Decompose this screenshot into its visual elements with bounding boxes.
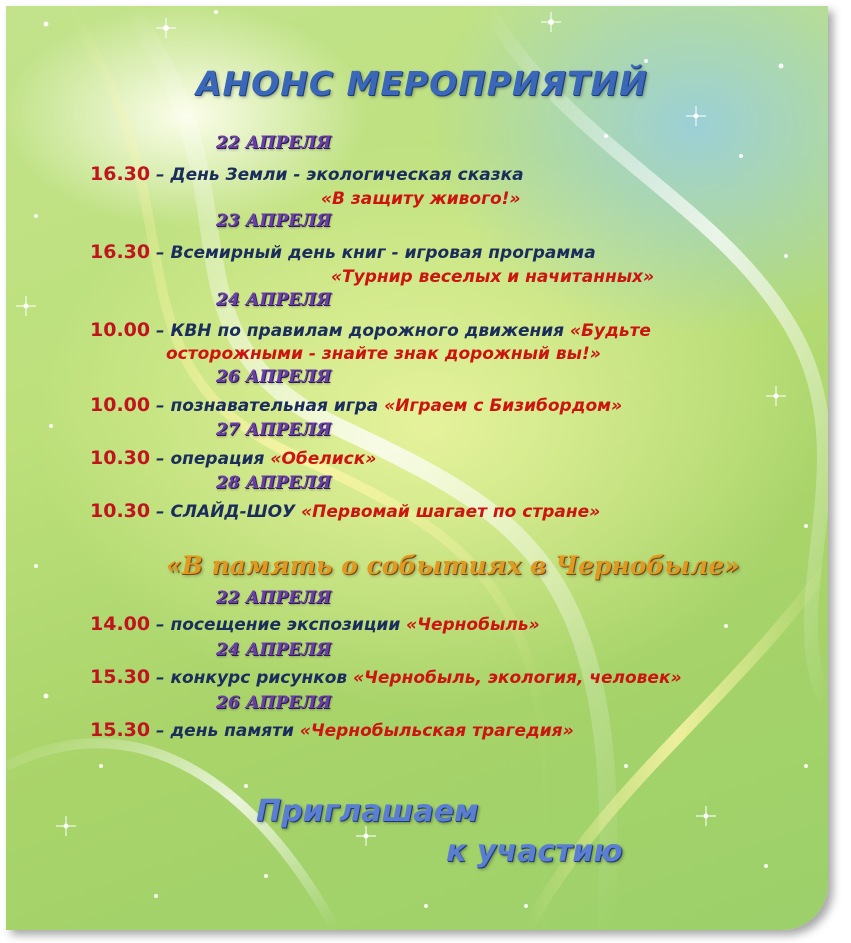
event-name: «Турнир веселых и начитанных»	[331, 267, 655, 287]
event-line	[90, 319, 651, 341]
event-separator: –	[150, 321, 171, 341]
event-line	[90, 500, 600, 522]
event-text: познавательная игра	[170, 396, 379, 416]
event-text: операция	[170, 449, 265, 469]
event-separator: –	[150, 615, 171, 635]
event-text: посещение экспозиции	[170, 615, 401, 635]
announcement-content	[6, 6, 828, 930]
event-time: 10.00	[90, 319, 151, 341]
event-time: 10.00	[90, 394, 151, 416]
event-line	[90, 241, 596, 263]
event-date: 26 АПРЕЛЯ	[216, 693, 332, 713]
invite-line-2: к участию	[446, 834, 623, 869]
event-separator: –	[150, 668, 171, 688]
event-date: 27 АПРЕЛЯ	[216, 420, 332, 440]
event-line	[90, 719, 574, 741]
event-line	[90, 163, 524, 185]
event-date: 26 АПРЕЛЯ	[216, 367, 332, 387]
event-time: 16.30	[90, 163, 151, 185]
event-name: «Чернобыль, экология, человек»	[353, 668, 682, 688]
event-time: 14.00	[90, 613, 151, 635]
event-separator: –	[150, 396, 171, 416]
event-text: день памяти	[170, 721, 294, 741]
event-text: Всемирный день книг - игровая программа	[170, 243, 596, 263]
event-date: 28 АПРЕЛЯ	[216, 473, 332, 493]
event-date: 24 АПРЕЛЯ	[216, 290, 332, 310]
event-name: «Играем с Бизибордом»	[384, 396, 623, 416]
event-line	[90, 613, 540, 635]
event-time: 15.30	[90, 666, 151, 688]
event-separator: –	[150, 243, 171, 263]
event-text: СЛАЙД-ШОУ	[170, 502, 296, 522]
event-name: «Чернобыль»	[406, 615, 540, 635]
event-text: День Земли - экологическая сказка	[170, 165, 524, 185]
event-text: КВН по правилам дорожного движения	[170, 321, 565, 341]
event-name: «Обелиск»	[270, 449, 377, 469]
event-date: 23 АПРЕЛЯ	[216, 211, 332, 231]
invite-line-1: Приглашаем	[256, 794, 479, 829]
event-separator: –	[150, 502, 171, 522]
event-time: 15.30	[90, 719, 151, 741]
event-time: 10.30	[90, 500, 151, 522]
event-name: «В защиту живого!»	[321, 189, 521, 209]
section-title: «В память о событиях в Чернобыле»	[166, 551, 740, 580]
event-separator: –	[150, 721, 171, 741]
event-line	[90, 666, 682, 688]
event-date: 22 АПРЕЛЯ	[216, 133, 332, 153]
event-name: «Чернобыльская трагедия»	[299, 721, 574, 741]
event-line	[90, 394, 622, 416]
event-time: 10.30	[90, 447, 151, 469]
event-text: конкурс рисунков	[170, 668, 348, 688]
event-name: «Будьте	[570, 321, 651, 341]
event-name-continued: осторожными - знайте знак дорожный вы!»	[166, 344, 601, 364]
poster-title: АНОНС МЕРОПРИЯТИЙ	[196, 64, 648, 103]
poster-card	[6, 6, 828, 930]
event-date: 24 АПРЕЛЯ	[216, 640, 332, 660]
event-separator: –	[150, 165, 171, 185]
event-time: 16.30	[90, 241, 151, 263]
event-date: 22 АПРЕЛЯ	[216, 588, 332, 608]
event-separator: –	[150, 449, 171, 469]
event-name: «Первомай шагает по стране»	[301, 502, 601, 522]
event-line	[90, 447, 376, 469]
